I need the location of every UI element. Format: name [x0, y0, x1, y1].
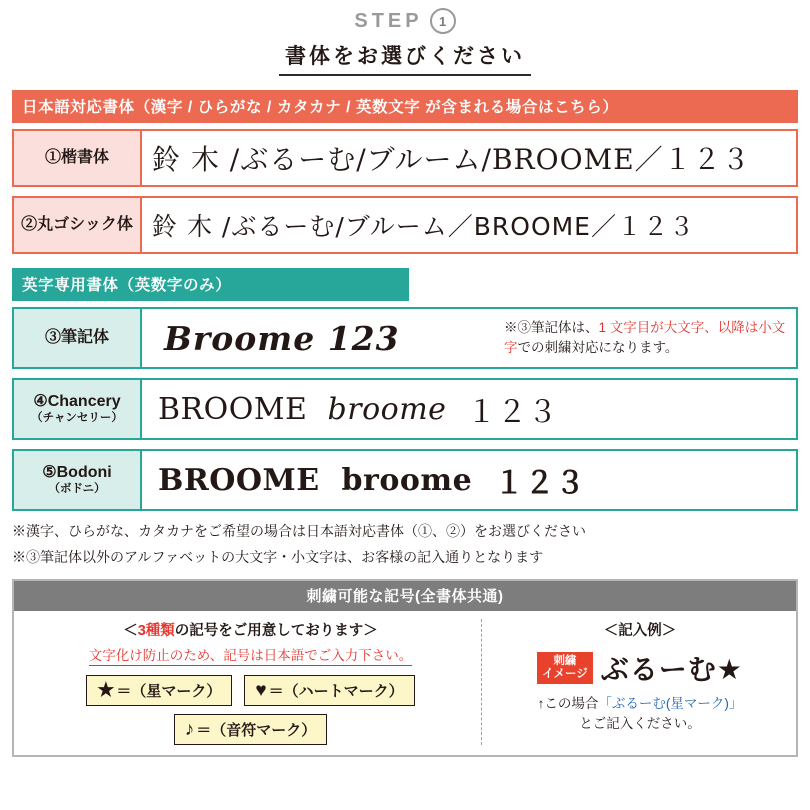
entry-example-note — [490, 694, 790, 735]
font-row-bodoni[interactable] — [12, 449, 798, 511]
symbol-chip-heart — [244, 675, 414, 706]
jp-font-rows — [12, 129, 798, 254]
symbol-chip-row-2 — [20, 714, 481, 745]
symbol-heading-pre: ＜ — [123, 622, 138, 639]
jp-section-bar: 日本語対応書体（漢字 / ひらがな / カタカナ / 英数文字 が含まれる場合はこちら） — [12, 90, 798, 123]
font-sample-chancery — [142, 380, 796, 438]
en-font-rows — [12, 307, 798, 511]
entry-example-row — [490, 648, 790, 688]
font-sample-bodoni — [142, 451, 796, 509]
symbol-box-body — [14, 611, 796, 755]
symbol-box-title: 刺繍可能な記号(全書体共通) — [14, 581, 796, 611]
symbol-chip-row-1 — [20, 675, 481, 706]
entry-example-sample: ぶるーむ★ — [600, 652, 743, 686]
script-note-part2: 1 文字目が大文字、以降 — [598, 319, 745, 335]
embroidery-image-tag-line2: イメージ — [542, 667, 588, 680]
bodoni-lower: broome — [341, 462, 473, 498]
page-title: 書体をお選びください — [279, 40, 531, 76]
step-word: STEP — [354, 9, 423, 32]
chancery-upper: BROOME — [158, 391, 308, 427]
symbol-box — [12, 579, 798, 757]
font-name-bodoni-main: ⑤Bodoni — [42, 464, 112, 482]
step-header — [12, 0, 798, 76]
symbol-chip-heart-label: ＝（ハートマーク） — [268, 682, 404, 700]
symbol-warning-text: 文字化け防止のため、記号は日本語でご入力下さい。 — [89, 644, 412, 666]
symbol-heading-post: の記号をご用意しております＞ — [174, 622, 378, 639]
symbol-chip-star — [86, 675, 232, 706]
chancery-number: １２３ — [466, 395, 558, 430]
font-row-maru-gothic[interactable] — [12, 196, 798, 254]
embroidery-image-tag-line1: 刺繍 — [553, 654, 577, 667]
bodoni-number: １２３ — [494, 466, 586, 501]
symbol-chip-star-label: ＝（星マーク） — [116, 682, 222, 700]
font-row-kaisho[interactable] — [12, 129, 798, 187]
symbol-chip-note-label: ＝（音符マーク） — [196, 721, 317, 739]
symbol-list-heading — [20, 619, 481, 640]
chancery-lower: broome — [327, 391, 447, 427]
entry-note-pre: ↑この場合 — [537, 695, 599, 711]
font-sample-kaisho: 鈴 木 /ぶるーむ/ブルーム/BROOME／１２３ — [152, 143, 751, 176]
font-sample-script: Broome 123 — [164, 318, 400, 358]
music-note-icon: ♪ — [184, 718, 195, 740]
font-name-bodoni — [14, 451, 142, 509]
star-icon: ★ — [97, 679, 115, 701]
font-name-script: ③筆記体 — [14, 309, 142, 367]
font-row-script[interactable] — [12, 307, 798, 369]
script-note-part3: は小文字 — [504, 319, 786, 355]
font-name-chancery — [14, 380, 142, 438]
script-note — [498, 318, 796, 359]
entry-example-area — [481, 619, 790, 745]
script-note-part4: での刺繍対応になります。 — [517, 340, 679, 355]
font-name-chancery-main: ④Chancery — [33, 393, 121, 411]
font-name-chancery-sub: （チャンセリー） — [31, 411, 123, 424]
script-note-part1: ※③筆記体は、 — [504, 319, 599, 335]
entry-example-heading: ＜記入例＞ — [603, 622, 677, 639]
embroidery-image-tag — [537, 652, 593, 684]
symbol-list-area — [20, 619, 481, 745]
entry-note-post: とご記入ください。 — [579, 716, 701, 732]
font-name-bodoni-sub: （ボドニ） — [48, 482, 106, 495]
symbol-heading-count: 3種類 — [137, 622, 175, 639]
bodoni-upper: BROOME — [158, 462, 320, 498]
entry-note-quote: 「ぶるーむ(星マーク)」 — [598, 695, 743, 711]
symbol-chip-note — [174, 714, 328, 745]
heart-icon: ♥ — [255, 679, 267, 701]
font-name-maru-gothic: ②丸ゴシック体 — [14, 198, 142, 252]
footnote-2: ※③筆記体以外のアルファベットの大文字・小文字は、お客様の記入通りとなります — [12, 549, 544, 566]
en-section-bar: 英字専用書体（英数字のみ） — [12, 268, 409, 301]
footnote-1: ※漢字、ひらがな、カタカナをご希望の場合は日本語対応書体（①、②）をお選びください — [12, 523, 586, 539]
step-label — [354, 8, 455, 34]
font-sample-maru-gothic: 鈴 木 /ぶるーむ/ブルーム／BROOME／１２３ — [152, 212, 695, 241]
font-row-chancery[interactable] — [12, 378, 798, 440]
step-number-badge: 1 — [430, 8, 456, 34]
font-name-kaisho: ①楷書体 — [14, 131, 142, 185]
